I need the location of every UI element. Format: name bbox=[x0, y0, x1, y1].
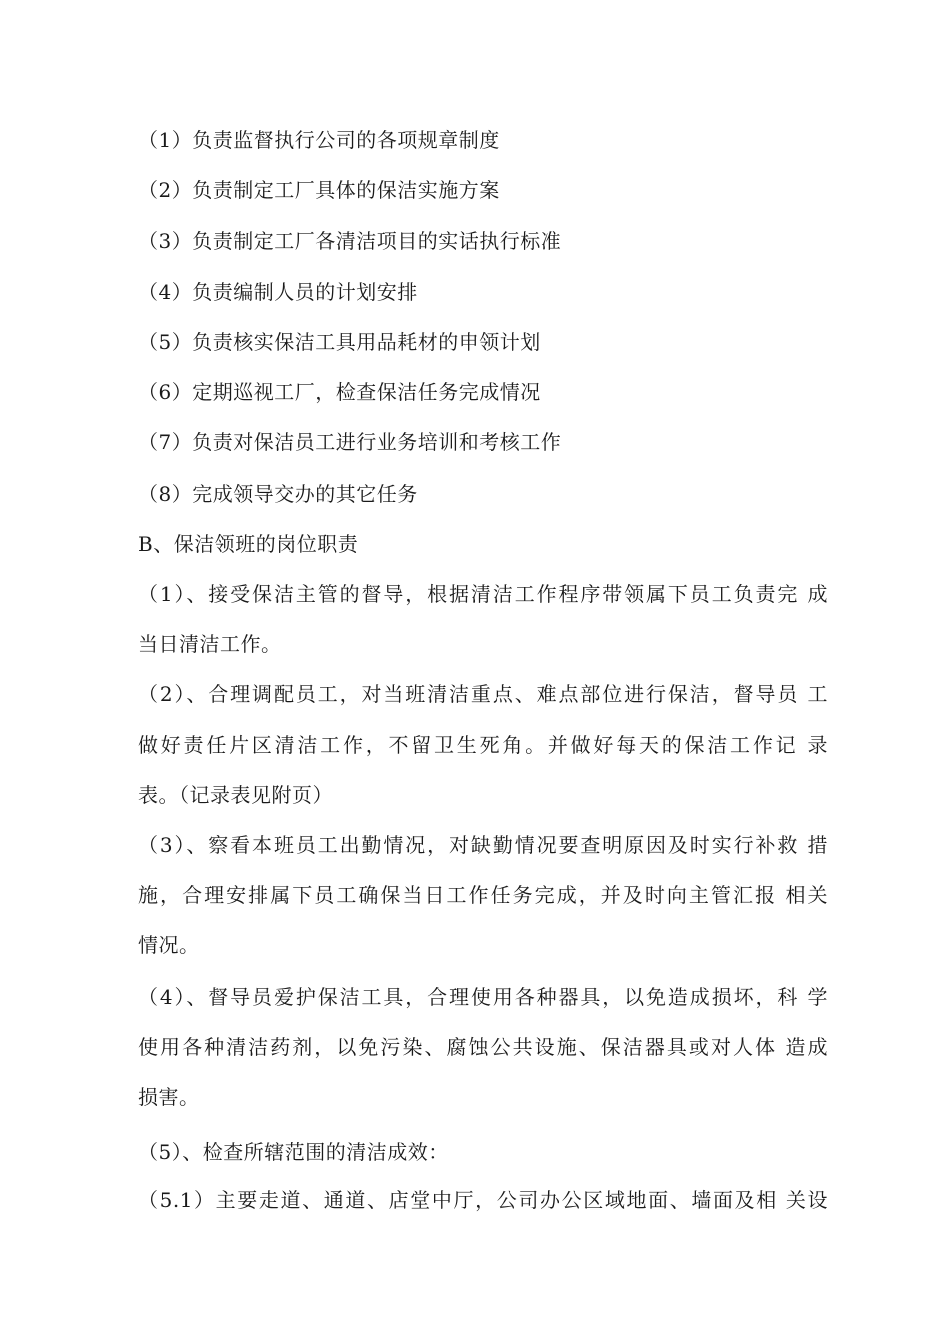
section-b-heading: B、保洁领班的岗位职责 bbox=[138, 532, 359, 556]
duty-item-4: （4）负责编制人员的计划安排 bbox=[138, 280, 418, 304]
paragraph-line: （3）、察看本班员工出勤情况，对缺勤情况要查明原因及时实行补救 措 bbox=[138, 833, 828, 857]
paragraph-line: （2）、合理调配员工，对当班清洁重点、难点部位进行保洁，督导员 工 bbox=[138, 682, 828, 706]
duty-item-6: （6）定期巡视工厂，检查保洁任务完成情况 bbox=[138, 380, 541, 404]
paragraph-line: 做好责任片区清洁工作，不留卫生死角。并做好每天的保洁工作记 录 bbox=[138, 733, 828, 757]
paragraph-line: （1）、接受保洁主管的督导，根据清洁工作程序带领属下员工负责完 成 bbox=[138, 582, 828, 606]
paragraph-line: 表。（记录表见附页） bbox=[138, 783, 333, 807]
duty-item-3: （3）负责制定工厂各清洁项目的实话执行标准 bbox=[138, 229, 562, 253]
duty-item-2: （2）负责制定工厂具体的保洁实施方案 bbox=[138, 178, 500, 202]
duty-item-5: （5）负责核实保洁工具用品耗材的申领计划 bbox=[138, 330, 541, 354]
paragraph-line: （5）、检查所辖范围的清洁成效： bbox=[138, 1140, 449, 1164]
duty-item-1: （1）负责监督执行公司的各项规章制度 bbox=[138, 128, 500, 152]
paragraph-line: 施，合理安排属下员工确保当日工作任务完成，并及时向主管汇报 相关 bbox=[138, 883, 828, 907]
duty-item-8: （8）完成领导交办的其它任务 bbox=[138, 482, 418, 506]
paragraph-line: （5.1）主要走道、通道、店堂中厅，公司办公区域地面、墙面及相 关设 bbox=[138, 1188, 828, 1212]
paragraph-line: 当日清洁工作。 bbox=[138, 632, 282, 656]
paragraph-line: （4）、督导员爱护保洁工具，合理使用各种器具，以免造成损坏，科 学 bbox=[138, 985, 828, 1009]
paragraph-line: 损害。 bbox=[138, 1085, 200, 1109]
paragraph-line: 情况。 bbox=[138, 933, 200, 957]
duty-item-7: （7）负责对保洁员工进行业务培训和考核工作 bbox=[138, 430, 562, 454]
paragraph-line: 使用各种清洁药剂，以免污染、腐蚀公共设施、保洁器具或对人体 造成 bbox=[138, 1035, 828, 1059]
